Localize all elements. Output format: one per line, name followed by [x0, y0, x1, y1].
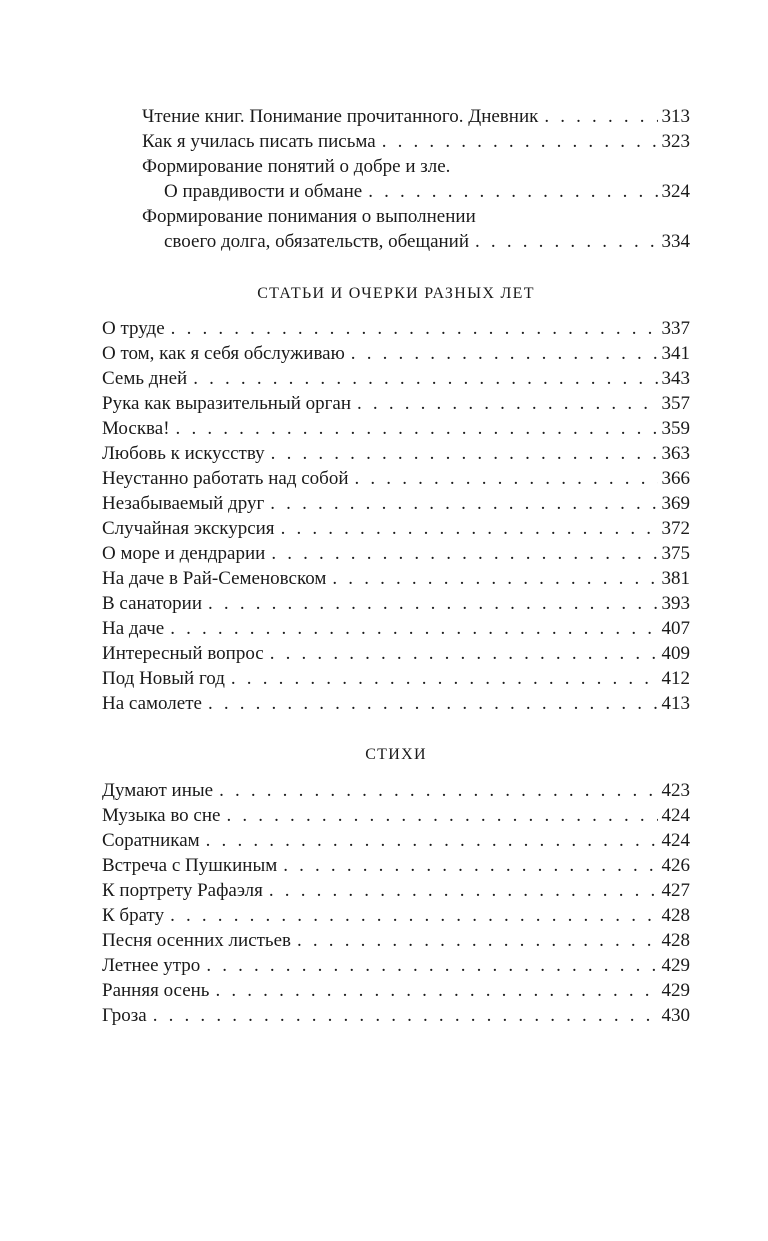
toc-entry [102, 828, 690, 853]
toc-entry-title: Семь дней [102, 368, 188, 389]
toc-entry-title: К портрету Рафаэля [102, 880, 263, 901]
toc-entry-page: 357 [661, 393, 690, 414]
toc-entry-title: Неустанно работать над собой [102, 468, 349, 489]
toc-entry-page: 428 [661, 930, 690, 951]
toc-entry-page: 359 [661, 418, 690, 439]
dot-leader [208, 591, 657, 616]
toc-entry-page: 381 [661, 568, 690, 589]
toc-entry-title: Встреча с Пушкиным [102, 855, 278, 876]
toc-entry [102, 566, 690, 591]
toc-entry-title: Любовь к искусству [102, 443, 265, 464]
toc-entry-page: 413 [661, 693, 690, 714]
toc-entry-title: О море и дендрарии [102, 543, 266, 564]
section-heading: СТИХИ [365, 746, 427, 763]
toc-entry [164, 229, 690, 254]
dot-leader [153, 1003, 658, 1028]
toc-entry-page: 334 [661, 231, 690, 252]
toc-entry [142, 129, 690, 154]
dot-leader [271, 441, 658, 466]
toc-entry-title: Чтение книг. Понимание прочитанного. Дневник [142, 106, 539, 127]
toc-entry-page: 341 [661, 343, 690, 364]
toc-entry-title: Под Новый год [102, 668, 225, 689]
dot-leader [206, 953, 657, 978]
toc-entry [102, 441, 690, 466]
toc-entry [102, 853, 690, 878]
toc-entry-title: Летнее утро [102, 955, 201, 976]
toc-entry [102, 466, 690, 491]
dot-leader [475, 229, 657, 254]
toc-entry-page: 313 [661, 106, 690, 127]
toc-entry-title: В санатории [102, 593, 203, 614]
toc-entry-page: 375 [661, 543, 690, 564]
toc-entry [102, 341, 690, 366]
toc-entry-title-line1: Формирование понятий о добре и зле. [142, 156, 451, 177]
toc-entry-title: Интересный вопрос [102, 643, 264, 664]
dot-leader [351, 341, 658, 366]
toc-entry [102, 978, 690, 1003]
toc-entry-title: Музыка во сне [102, 805, 221, 826]
dot-leader [283, 853, 657, 878]
toc-entry-page: 409 [661, 643, 690, 664]
dot-leader [270, 491, 657, 516]
toc-entry-page: 393 [661, 593, 690, 614]
toc-entry-title: Соратникам [102, 830, 200, 851]
toc-entry [102, 591, 690, 616]
toc-entry [102, 416, 690, 441]
section-heading: СТАТЬИ И ОЧЕРКИ РАЗНЫХ ЛЕТ [257, 285, 535, 302]
toc-entry-page: 428 [661, 905, 690, 926]
toc-entry-page: 369 [661, 493, 690, 514]
toc-entry-title: Как я училась писать письма [142, 131, 376, 152]
toc-entry-title: Гроза [102, 1005, 147, 1026]
toc-entry-page: 323 [661, 131, 690, 152]
dot-leader [357, 391, 657, 416]
toc-entry-title: Незабываемый друг [102, 493, 265, 514]
toc-entry-page: 430 [661, 1005, 690, 1026]
dot-leader [170, 616, 657, 641]
toc-entry-title: Рука как выразительный орган [102, 393, 352, 414]
dot-leader [355, 466, 658, 491]
toc-entry-page: 337 [661, 318, 690, 339]
toc-entry-title: Ранняя осень [102, 980, 210, 1001]
toc-entry-page: 429 [661, 955, 690, 976]
toc-entry-title: Думают иные [102, 780, 214, 801]
toc-entry-page: 366 [661, 468, 690, 489]
toc-entry-page: 412 [661, 668, 690, 689]
dot-leader [271, 541, 657, 566]
dot-leader [269, 878, 658, 903]
dot-leader [382, 129, 658, 154]
dot-leader [270, 641, 658, 666]
toc-entry-page: 363 [661, 443, 690, 464]
dot-leader [544, 104, 657, 129]
dot-leader [170, 903, 657, 928]
toc-entry-title: О правдивости и обмане [164, 181, 363, 202]
toc-entry-title: На даче [102, 618, 165, 639]
toc-entry-title: Случайная экскурсия [102, 518, 275, 539]
dot-leader [208, 691, 658, 716]
dot-leader [219, 778, 657, 803]
toc-entry-title: На самолете [102, 693, 202, 714]
toc-entry-page: 429 [661, 980, 690, 1001]
dot-leader [231, 666, 658, 691]
toc-entry-page: 427 [661, 880, 690, 901]
toc-entry [102, 803, 690, 828]
dot-leader [176, 416, 658, 441]
toc-entry [102, 1003, 690, 1028]
toc-entry [102, 391, 690, 416]
toc-entry [102, 928, 690, 953]
toc-entry [102, 316, 690, 341]
toc-entry [102, 641, 690, 666]
toc-entry [102, 666, 690, 691]
toc-entry-page: 407 [661, 618, 690, 639]
toc-entry [102, 903, 690, 928]
toc-entry-title-line1: Формирование понимания о выполнении [142, 206, 476, 227]
toc-entry [102, 953, 690, 978]
toc-entry [164, 179, 690, 204]
toc-entry [102, 366, 690, 391]
dot-leader [171, 316, 658, 341]
toc-entry-title: О труде [102, 318, 165, 339]
toc-entry [102, 616, 690, 641]
toc-entry [102, 878, 690, 903]
dot-leader [226, 803, 657, 828]
dot-leader [281, 516, 658, 541]
toc-entry-page: 424 [661, 805, 690, 826]
toc-entry-title: Москва! [102, 418, 170, 439]
toc-entry-page: 372 [661, 518, 690, 539]
toc-entry-page: 424 [661, 830, 690, 851]
dot-leader [206, 828, 658, 853]
toc-entry [102, 516, 690, 541]
toc-entry [142, 104, 690, 129]
dot-leader [332, 566, 657, 591]
toc-entry [102, 778, 690, 803]
toc-entry [102, 541, 690, 566]
toc-entry-title: К брату [102, 905, 165, 926]
toc-entry [102, 691, 690, 716]
dot-leader [193, 366, 657, 391]
toc-entry-page: 324 [661, 181, 690, 202]
dot-leader [215, 978, 657, 1003]
toc-entry [102, 491, 690, 516]
toc-entry-title: О том, как я себя обслуживаю [102, 343, 345, 364]
toc-entry-page: 426 [661, 855, 690, 876]
toc-entry-page: 343 [661, 368, 690, 389]
dot-leader [368, 179, 657, 204]
toc-entry-page: 423 [661, 780, 690, 801]
toc-entry-title: Песня осенних листьев [102, 930, 291, 951]
dot-leader [297, 928, 658, 953]
toc-entry-title: своего долга, обязательств, обещаний [164, 231, 470, 252]
toc-entry-title: На даче в Рай-Семеновском [102, 568, 327, 589]
